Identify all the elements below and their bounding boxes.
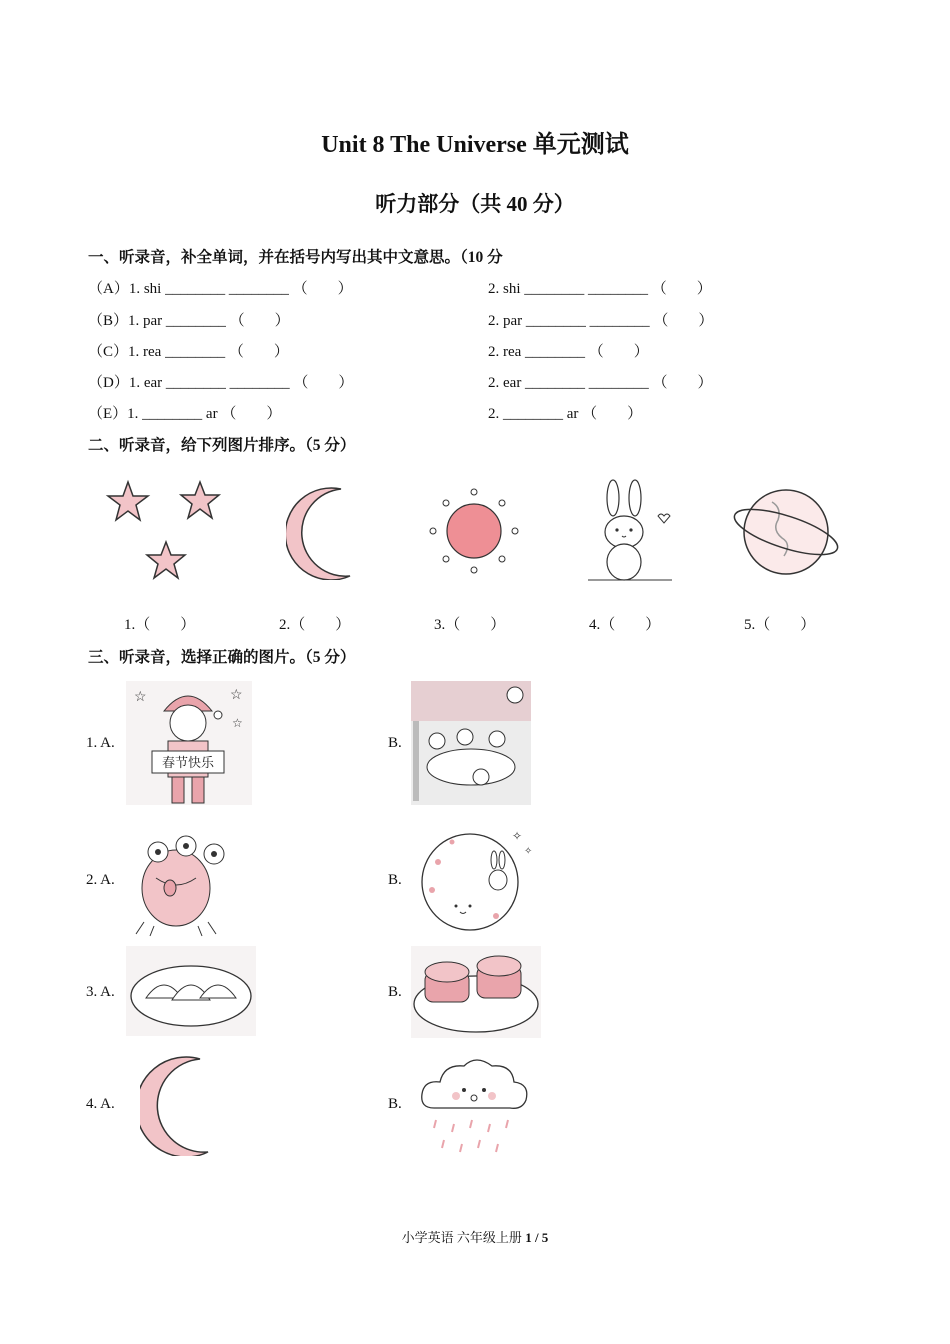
dumplings-picture	[126, 946, 256, 1036]
earth-icon	[732, 484, 840, 580]
q4-b-label: B.	[388, 1096, 402, 1112]
svg-text:☆: ☆	[232, 716, 243, 730]
order-number-3: 3.（ ）	[434, 617, 506, 633]
page-subtitle: 听力部分（共 40 分）	[375, 192, 575, 216]
section2-heading: 二、听录音，给下列图片排序。（5 分）	[88, 437, 356, 454]
svg-text:☆: ☆	[230, 688, 243, 703]
s1-row-e-left: （E）1. ________ ar （ ）	[88, 406, 282, 422]
q2-b-label: B.	[388, 872, 402, 888]
mooncakes-picture	[411, 946, 541, 1038]
rain-cloud-picture	[410, 1050, 540, 1162]
q3-b-label: B.	[388, 984, 402, 1000]
order-number-1: 1.（ ）	[124, 617, 196, 633]
section3-heading: 三、听录音，选择正确的图片。（5 分）	[88, 649, 356, 666]
s1-row-b-left: （B）1. par ________ （ ）	[88, 313, 290, 329]
page-footer	[0, 1227, 950, 1246]
moon-rabbit-picture	[412, 826, 536, 936]
crescent-moon-picture	[140, 1056, 214, 1156]
q1-a-label: 1. A.	[86, 735, 115, 751]
svg-text:☆: ☆	[134, 690, 147, 705]
q4-a-label: 4. A.	[86, 1096, 115, 1112]
s1-row-e-right: 2. ________ ar （ ）	[488, 406, 643, 422]
sun-icon	[424, 486, 524, 576]
order-number-4: 4.（ ）	[589, 617, 661, 633]
q1-b-label: B.	[388, 735, 402, 751]
s1-row-b-right: 2. par ________ ________ （ ）	[488, 313, 714, 329]
page-number: 1 / 5	[525, 1230, 549, 1245]
boy-new-year-picture	[126, 681, 252, 805]
footer-text: 小学英语 六年级上册	[401, 1230, 526, 1245]
page-title: Unit 8 The Universe 单元测试	[321, 132, 629, 158]
s1-row-c-left: （C）1. rea ________ （ ）	[88, 344, 289, 360]
order-number-5: 5.（ ）	[744, 617, 816, 633]
monster-picture	[126, 826, 232, 938]
section1-heading: 一、听录音，补全单词，并在括号内写出其中文意思。（10 分	[88, 249, 503, 266]
order-number-2: 2.（ ）	[279, 617, 351, 633]
s1-row-a-left: （A）1. shi ________ ________ （ ）	[88, 281, 353, 297]
s1-row-c-right: 2. rea ________ （ ）	[488, 344, 649, 360]
s1-row-a-right: 2. shi ________ ________ （ ）	[488, 281, 712, 297]
family-dinner-picture	[411, 681, 531, 805]
rabbit-icon	[586, 476, 676, 586]
moon-icon	[286, 486, 356, 580]
svg-text:✧: ✧	[512, 829, 523, 843]
q2-a-label: 2. A.	[86, 872, 115, 888]
s1-row-d-left: （D）1. ear ________ ________ （ ）	[88, 375, 354, 391]
stars-icon	[104, 478, 224, 586]
banner-text: 春节快乐	[161, 756, 215, 771]
q3-a-label: 3. A.	[86, 984, 115, 1000]
svg-text:✧: ✧	[524, 846, 533, 857]
s1-row-d-right: 2. ear ________ ________ （ ）	[488, 375, 713, 391]
